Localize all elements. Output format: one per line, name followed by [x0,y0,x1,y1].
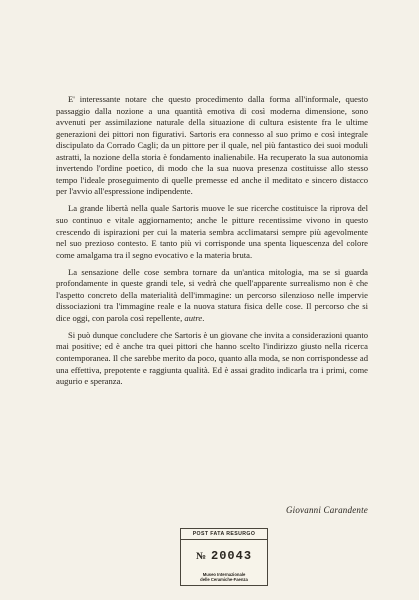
paragraph-3: La sensazione delle cose sembra tornare da un'antica mitologia, ma se si guarda profondamente in queste grandi tele, si vedrà che quell'apparente surrealismo non è che l'aspetto concreto della materialità dell'immagine: un percorso silenzioso nelle impervie dissociazioni tra l'immagine reale e la nuova statura fisica delle cose. Il percorso che si dice oggi, con parola così repellente, autre. [56,266,368,323]
emphasis-autre: autre [184,312,203,323]
author-signature: Giovanni Carandente [285,505,368,515]
paragraph-4: Si può dunque concludere che Sartoris è un giovane che invita a considerazioni quanto mai positive; ed è anche tra quei pittori che hanno scelto l'indirizzo giusto nella ricerca contemporanea. Il che sarebbe merito da poco, quanto alla moda, se non corrispondesse ad una effettiva, prepotente e raggiunta qualità. Ed è assai gradito indicarla tra i primi, come augurio e speranza. [56,329,368,387]
label-motto: POST FATA RESURGO [181,529,267,540]
paragraph-1: E' interessante notare che questo procedimento dalla forma all'informale, questo passaggio dalla nozione a una quantità emotiva di così moderna dimensione, sono avvenuti per assimilazione naturale della situazione di cultura esistente fra le ultime generazioni dei pittori non figurativi. Sartoris era connesso al suo primo e così integrale discipulato da Corrado Cagli; da un pittore per il quale, nel più fantastico dei suoi moduli astratti, la nozione della storia è fondamento inalienabile. Ha recuperato la sua autonomia invertendo l'ordine poetico, di modo che la sua nuova presenza costituisse allo stesso tempo l'ideale proseguimento di quelle premesse ed anche il meditato e sincero distacco per l'avvio all'espressione indipendente. [56,94,368,197]
label-footer-line-1: Museo Internazionale [202,572,246,577]
inventory-number: 20043 [211,549,253,563]
label-museum-name [181,572,267,582]
paragraph-2: La grande libertà nella quale Sartoris muove le sue ricerche costituisce la riprova del suo continuo e vitale aggiornamento; anche le pitture recentissime vivono in questo crescendo di ispirazioni per cui la materia sembra acclimatarsi sempre più agevolmente nel suo prezioso contesto. E tanto più vi corrisponde una spenta liquescenza del colore come amalgama tra il segno evocativo e la materia bruta. [56,203,368,260]
museum-inventory-label [180,528,268,586]
body-text [56,94,368,393]
label-footer-line-2: delle Ceramiche-Faenza [200,577,248,582]
number-sign: № [195,550,207,562]
label-number-row [181,546,267,566]
